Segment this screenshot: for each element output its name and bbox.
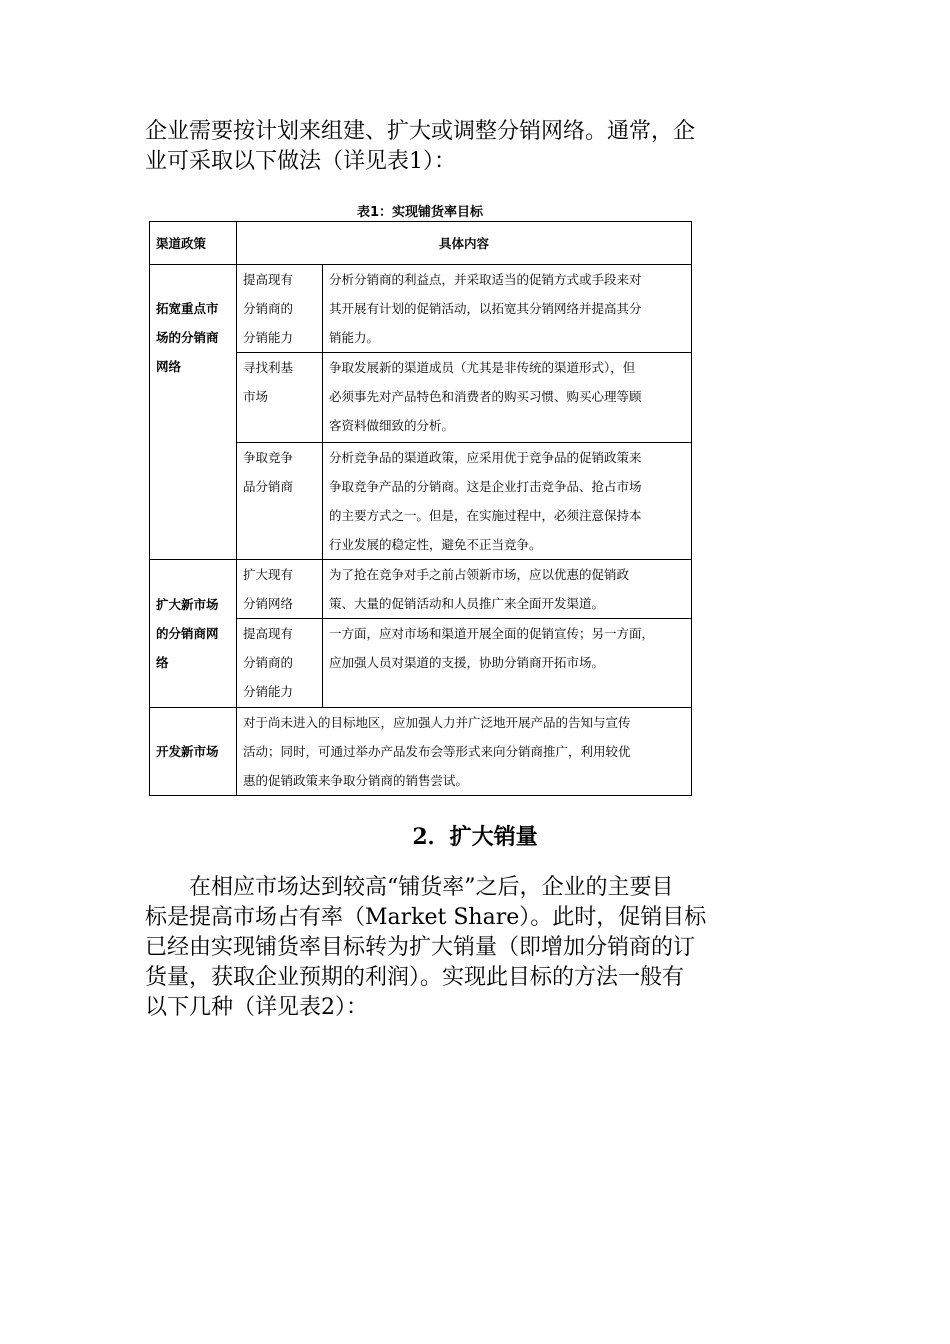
text-line: 市场 [243,389,269,404]
text-line: 企业需要按计划来组建、扩大或调整分销网络。通常，企 [145,119,696,144]
text-line: 分销商的 [243,301,294,316]
text-line: 网络 [156,359,182,374]
policy-cell [150,560,237,708]
text-line: 惠的促销政策来争取分销商的销售尝试。 [243,773,469,788]
table-row [150,560,692,619]
text-line: 分销网络 [243,596,294,611]
content-cell [323,353,692,443]
content-cell [323,560,692,619]
text-line: 扩大现有 [243,567,294,582]
policy-cell [150,265,237,560]
text-line: 分析竞争品的渠道政策，应采用优于竞争品的促销政策来 [329,450,642,465]
text-line: 活动；同时，可通过举办产品发布会等形式来向分销商推广，利用较优 [243,744,631,759]
text-line: 策、大量的促销活动和人员推广来全面开发渠道。 [329,596,605,611]
text-line: 分销商的 [243,655,294,670]
text-line: 其开展有计划的促销活动，以拓宽其分销网络并提高其分 [329,301,642,316]
text-line: 一方面，应对市场和渠道开展全面的促销宣传；另一方面， [329,626,655,641]
text-line: 争取竞争 [243,450,294,465]
text-line: 争取竞争产品的分销商。这是企业打击竞争品、抢占市场 [329,479,642,494]
text-line: 提高现有 [243,626,294,641]
text-line: 拓宽重点市 [156,301,219,316]
method-cell [237,619,323,708]
text-line: 争取发展新的渠道成员（尤其是非传统的渠道形式），但 [329,360,636,375]
content-cell [323,443,692,560]
method-cell [237,265,323,353]
text-line: 场的分销商 [156,330,219,345]
text-line: 业可采取以下做法（详见表1）： [145,149,456,174]
text-line: 货量，获取企业预期的利润）。实现此目标的方法一般有 [145,965,685,990]
text-line: 在相应市场达到较高“铺货率”之后，企业的主要目 [145,875,674,900]
text-line: 寻找利基 [243,360,294,375]
content-cell [237,708,692,796]
distribution-table [149,221,692,796]
method-cell [237,443,323,560]
text-line: 标是提高市场占有率（Market Share）。此时，促销目标 [145,905,707,930]
text-line: 分析分销商的利益点，并采取适当的促销方式或手段来对 [329,272,642,287]
text-line: 分销能力 [243,684,294,699]
header-policy: 渠道政策 [150,222,237,265]
text-line: 分销能力 [243,330,294,345]
text-line: 以下几种（详见表2）： [145,995,368,1020]
text-line: 的主要方式之一。但是，在实施过程中，必须注意保持本 [329,508,642,523]
table-header-row [150,222,692,265]
text-line: 应加强人员对渠道的支援，协助分销商开拓市场。 [329,655,605,670]
text-line: 的分销商网 [156,626,219,641]
content-cell [323,265,692,353]
text-line: 客资料做细致的分析。 [329,418,455,433]
table-row [150,708,692,796]
text-line: 行业发展的稳定性，避免不正当竞争。 [329,537,542,552]
header-content: 具体内容 [237,222,692,265]
table-row [150,265,692,353]
text-line: 提高现有 [243,272,294,287]
intro-paragraph [145,117,785,177]
body-paragraph [145,873,785,1023]
text-line: 销能力。 [329,330,380,345]
content-cell [323,619,692,708]
method-cell [237,353,323,443]
text-line: 络 [156,655,169,670]
table-caption: 表1：实现铺货率目标 [356,205,484,220]
text-line: 对于尚未进入的目标地区，应加强人力并广泛地开展产品的告知与宣传 [243,715,631,730]
text-line: 品分销商 [243,479,294,494]
section-heading: 2．扩大销量 [412,824,538,850]
text-line: 已经由实现铺货率目标转为扩大销量（即增加分销商的订 [145,935,696,960]
method-cell [237,560,323,619]
text-line: 扩大新市场 [156,597,219,612]
policy-cell: 开发新市场 [150,708,237,796]
text-line: 必须事先对产品特色和消费者的购买习惯、购买心理等顾 [329,389,642,404]
text-line: 为了抢在竞争对手之前占领新市场，应以优惠的促销政 [329,567,630,582]
